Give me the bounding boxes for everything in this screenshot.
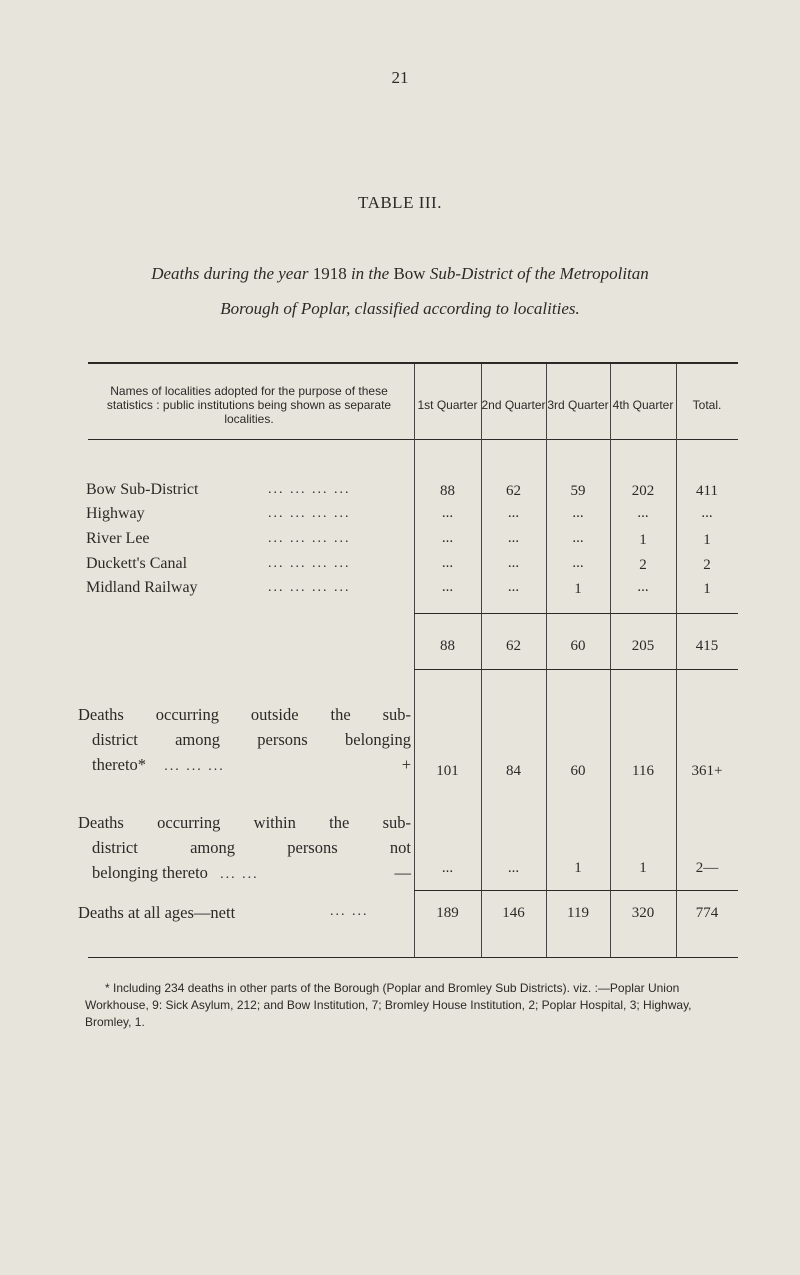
table-top-rule — [88, 362, 738, 364]
subtotal-lower-line — [414, 669, 738, 670]
cell-q2: ... — [507, 579, 520, 595]
subtotal-total: 415 — [695, 638, 719, 654]
footnote: * Including 234 deaths in other parts of the Borough (Poplar and Bromley Sub Districts). viz. :—Poplar Union Workhouse, 9: Sick Asylum, 212; and Bow Institution, 7; Bromley House Institution, 2; Poplar Hospital, 3; Highway, Bromley, 1. — [85, 981, 692, 1029]
caption-line2: Borough of Poplar, classified according to localities. — [220, 299, 580, 318]
cell-q2: ... — [507, 505, 520, 521]
outside-q2: 84 — [506, 763, 521, 779]
leader-dots: ... ... ... ... — [268, 531, 351, 546]
cell-total: 1 — [703, 532, 711, 548]
within-line1: Deaths occurring within the sub- — [78, 813, 411, 832]
nett-sum-line — [414, 890, 738, 891]
caption-district: Bow — [393, 264, 426, 283]
leader-dots: ... ... — [220, 867, 259, 882]
plus-sign: + — [401, 755, 411, 774]
within-line2: district among persons not — [92, 838, 411, 857]
within-deaths-label — [78, 810, 411, 887]
cell-q2: ... — [507, 555, 520, 571]
cell-q4: ... — [637, 579, 649, 595]
header-localities: Names of localities adopted for the purpose of these statistics : public institutions being shown as separate localities. — [106, 384, 392, 426]
nett-q1: 189 — [436, 905, 459, 921]
cell-q4: 202 — [631, 483, 655, 499]
cell-q1: 88 — [440, 483, 455, 499]
leader-dots: ... ... ... ... — [268, 580, 351, 595]
within-q4: 1 — [639, 860, 647, 876]
cell-q3: ... — [572, 530, 584, 546]
cell-q4: 1 — [639, 532, 647, 548]
row-name: Bow Sub-District — [86, 481, 199, 498]
cell-q1: ... — [441, 579, 454, 595]
cell-q2: 62 — [506, 483, 521, 499]
header-q4: 4th Quarter — [612, 398, 674, 412]
subtotal-line — [414, 613, 738, 614]
nett-label: Deaths at all ages—nett — [78, 903, 236, 922]
page-number: 21 — [391, 68, 409, 87]
subtotal-q1: 88 — [440, 638, 455, 654]
cell-q3: ... — [572, 555, 584, 571]
nett-total: 774 — [695, 905, 719, 921]
cell-q3: 59 — [570, 483, 586, 499]
cell-total: ... — [701, 505, 713, 521]
row-name: Midland Railway — [86, 579, 198, 596]
leader-dots: ... ... ... ... — [268, 482, 351, 497]
row-name: River Lee — [86, 530, 150, 547]
cell-q1: ... — [441, 555, 454, 571]
outside-total: 361+ — [691, 763, 723, 779]
leader-dots: ... ... — [330, 904, 369, 919]
header-q3: 3rd Quarter — [547, 398, 609, 412]
caption-year: 1918 — [312, 264, 347, 283]
caption-part1: Deaths during the year — [151, 264, 309, 283]
table-caption — [70, 256, 730, 326]
within-line3: belonging thereto — [92, 863, 208, 882]
outside-q1: 101 — [436, 763, 459, 779]
table-bottom-rule — [88, 957, 738, 958]
within-q1: ... — [441, 860, 454, 876]
subtotal-q3: 60 — [570, 638, 586, 654]
cell-total: 1 — [703, 581, 711, 597]
subtotal-q4: 205 — [631, 638, 655, 654]
leader-dots: ... ... ... ... — [268, 556, 351, 571]
outside-line3: thereto* — [92, 755, 147, 774]
cell-q2: ... — [507, 530, 520, 546]
row-name: Highway — [86, 505, 145, 522]
within-total: 2— — [695, 860, 719, 876]
caption-part2: in the — [350, 264, 390, 283]
nett-q3: 119 — [567, 905, 589, 921]
minus-sign: — — [394, 863, 411, 882]
caption-part3: Sub-District of the Metropolitan — [429, 264, 649, 283]
header-q2: 2nd Quarter — [481, 398, 546, 412]
outside-line1: Deaths occurring outside the sub- — [78, 705, 411, 724]
cell-q1: ... — [441, 505, 454, 521]
outside-q4: 116 — [632, 763, 654, 779]
cell-q3: ... — [572, 505, 584, 521]
nett-q4: 320 — [631, 905, 655, 921]
within-q3: 1 — [574, 860, 582, 876]
header-q1: 1st Quarter — [417, 398, 478, 412]
table-title: TABLE III. — [358, 193, 442, 212]
cell-q4: ... — [637, 505, 649, 521]
cell-total: 411 — [696, 483, 718, 499]
outside-deaths-label — [78, 702, 411, 779]
within-q2: ... — [507, 860, 520, 876]
outside-q3: 60 — [570, 763, 586, 779]
cell-q1: ... — [441, 530, 454, 546]
cell-q3: 1 — [574, 581, 582, 597]
leader-dots: ... ... ... — [164, 759, 225, 774]
subtotal-q2: 62 — [506, 638, 521, 654]
cell-q4: 2 — [639, 557, 647, 573]
leader-dots: ... ... ... ... — [268, 506, 351, 521]
nett-q2: 146 — [502, 905, 525, 921]
cell-total: 2 — [703, 557, 711, 573]
outside-line2: district among persons belonging — [92, 730, 411, 749]
header-total: Total. — [692, 398, 722, 412]
row-name: Duckett's Canal — [86, 555, 188, 572]
